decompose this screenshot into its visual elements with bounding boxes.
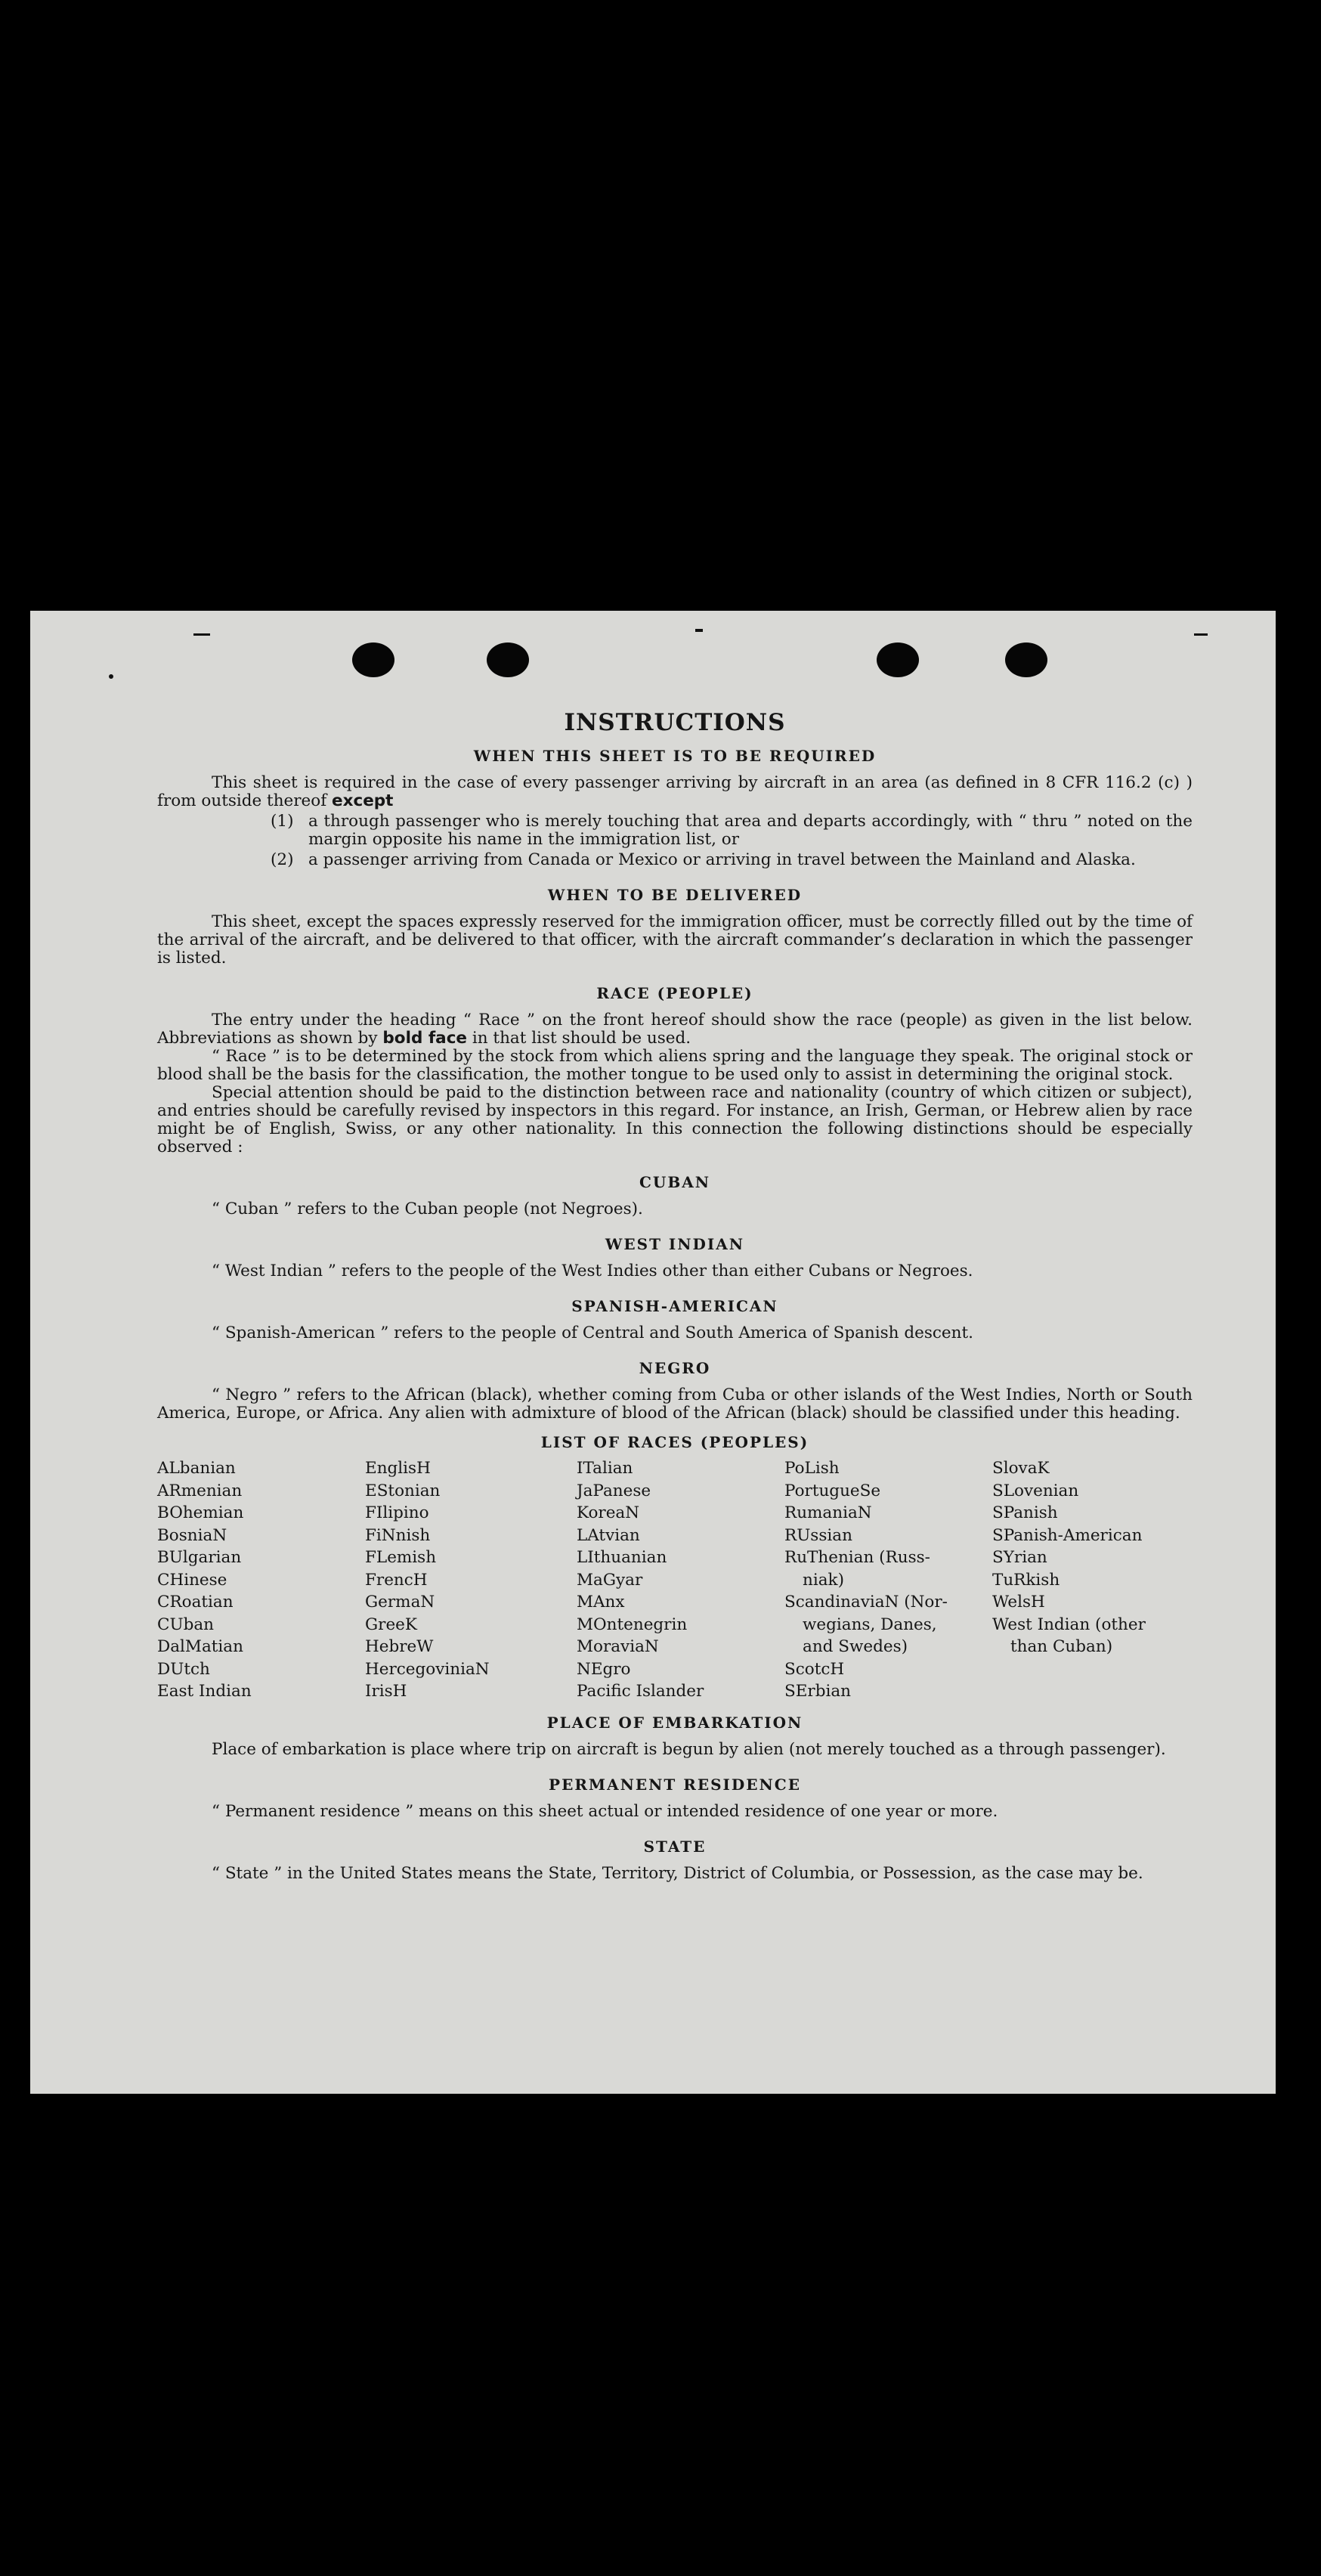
race-entry: GermaN	[365, 1593, 435, 1612]
punch-hole	[487, 642, 529, 677]
race-entry: West Indian (other	[992, 1615, 1146, 1634]
spanish-american-text: “ Spanish-American ” refers to the people of Central and South America of Spanish descent.	[212, 1324, 973, 1342]
races-column	[784, 1457, 992, 1703]
race-paragraph: Special attention should be paid to the distinction between race and nationality (country of which citizen or subject), and entries should be carefully revised by inspectors in this regard. For instance, an Irish, German, or Hebrew alien by race might be of English, Swiss, or any other nationality. In this connection the following distinctions should be especially observed :	[157, 1083, 1193, 1156]
scan-mark	[109, 674, 113, 679]
scan-mark	[193, 633, 210, 636]
required-heading: WHEN THIS SHEET IS TO BE REQUIRED	[473, 747, 877, 765]
race-entry: HebreW	[365, 1637, 434, 1656]
race-heading: RACE (PEOPLE)	[596, 984, 753, 1002]
race-entry: RumaniaN	[784, 1503, 872, 1522]
race-entry: RUssian	[784, 1525, 852, 1545]
cuban-text: “ Cuban ” refers to the Cuban people (not Negroes).	[212, 1200, 643, 1218]
negro-heading: NEGRO	[639, 1359, 711, 1377]
race-paragraph: “ Race ” is to be determined by the stock from which aliens spring and the language they speak. The original stock or blood shall be the basis for the classification, the mother tongue to be used only to assist in determining the original stock.	[157, 1047, 1193, 1084]
race-entry: TuRkish	[992, 1570, 1060, 1590]
race-entry: FiNnish	[365, 1525, 431, 1545]
race-entry: FIlipino	[365, 1503, 429, 1522]
race-entry: RuThenian (Russ-	[784, 1548, 930, 1567]
race-entry: PortugueSe	[784, 1481, 881, 1500]
cuban-heading: CUBAN	[639, 1173, 711, 1191]
race-entry: GreeK	[365, 1615, 417, 1634]
race-entry: ALbanian	[157, 1459, 236, 1478]
race-entry: SlovaK	[992, 1459, 1050, 1478]
spanish-american-heading: SPANISH-AMERICAN	[571, 1297, 778, 1315]
race-entry: ScandinaviaN (Nor-	[784, 1593, 948, 1612]
race-entry: Pacific Islander	[577, 1682, 704, 1701]
document-sheet	[30, 611, 1276, 2094]
race-entry: MOntenegrin	[577, 1615, 688, 1634]
race-entry: SPanish	[992, 1503, 1058, 1522]
race-entry: SYrian	[992, 1548, 1047, 1567]
races-list-heading: LIST OF RACES (PEOPLES)	[540, 1433, 809, 1451]
race-entry: DalMatian	[157, 1637, 243, 1656]
race-entry: East Indian	[157, 1682, 252, 1701]
west-indian-heading: WEST INDIAN	[605, 1235, 745, 1253]
race-entry: JaPanese	[577, 1481, 651, 1500]
race-entry: MAnx	[577, 1593, 625, 1612]
embarkation-text: Place of embarkation is place where trip on aircraft is begun by alien (not merely touched as a through passenger).	[212, 1739, 1166, 1759]
residence-text: “ Permanent residence ” means on this sheet actual or intended residence of one year or more.	[212, 1801, 998, 1821]
race-entry: ARmenian	[157, 1481, 243, 1500]
page-title: INSTRUCTIONS	[564, 709, 786, 736]
race-entry: WelsH	[992, 1593, 1045, 1612]
race-entry: KoreaN	[577, 1503, 640, 1522]
race-entry: ScotcH	[784, 1659, 845, 1679]
race-entry: SPanish-American	[992, 1525, 1143, 1545]
race-entry: LAtvian	[577, 1525, 640, 1545]
scan-mark	[1194, 633, 1208, 636]
race-entry: EStonian	[365, 1481, 441, 1500]
race-entry: SLovenian	[992, 1481, 1079, 1500]
race-entry: IrisH	[365, 1682, 407, 1701]
race-entry: BOhemian	[157, 1503, 244, 1522]
races-list	[157, 1457, 1193, 1703]
embarkation-heading: PLACE OF EMBARKATION	[546, 1713, 803, 1732]
race-entry: niak)	[803, 1570, 844, 1590]
delivered-text: This sheet, except the spaces expressly reserved for the immigration officer, must be correctly filled out by the time of the arrival of the aircraft, and be delivered to that officer, with the aircraft commander’s declaration in which the passenger is listed.	[157, 912, 1193, 968]
exception-item: (2) a passenger arriving from Canada or Mexico or arriving in travel between the Mainland and Alaska.	[271, 850, 1136, 869]
races-column	[157, 1457, 365, 1703]
punch-hole	[1005, 642, 1047, 677]
race-entry: wegians, Danes,	[803, 1615, 937, 1634]
state-text: “ State ” in the United States means the State, Territory, District of Columbia, or Possession, as the case may be.	[212, 1863, 1143, 1883]
race-entry: NEgro	[577, 1659, 631, 1679]
exception-item: (1) a through passenger who is merely touching that area and departs accordingly, with “ thru ” noted on the margin opposite his name in the immigration list, or	[271, 812, 1193, 849]
race-entry: and Swedes)	[803, 1637, 908, 1656]
race-entry: DUtch	[157, 1659, 210, 1679]
race-entry: LIthuanian	[577, 1548, 667, 1567]
race-entry: ITalian	[577, 1459, 633, 1478]
delivered-heading: WHEN TO BE DELIVERED	[547, 886, 803, 904]
race-entry: FLemish	[365, 1548, 437, 1567]
races-column	[365, 1457, 577, 1703]
race-entry: MoraviaN	[577, 1637, 659, 1656]
race-entry: HercegoviniaN	[365, 1659, 490, 1679]
required-intro: This sheet is required in the case of every passenger arriving by aircraft in an area (as defined in 8 CFR 116.2 (c) ) from outside thereof except	[157, 773, 1193, 810]
races-column	[992, 1457, 1193, 1703]
race-entry: CUban	[157, 1615, 214, 1634]
punch-hole	[352, 642, 394, 677]
west-indian-text: “ West Indian ” refers to the people of the West Indies other than either Cubans or Negroes.	[212, 1262, 973, 1280]
punch-hole	[877, 642, 919, 677]
races-column	[577, 1457, 784, 1703]
race-entry: CRoatian	[157, 1593, 234, 1612]
race-entry: PoLish	[784, 1459, 840, 1478]
instructions-body	[157, 709, 1193, 1883]
race-entry: EnglisH	[365, 1459, 431, 1478]
race-entry: CHinese	[157, 1570, 227, 1590]
race-entry: BUlgarian	[157, 1548, 242, 1567]
race-entry: MaGyar	[577, 1570, 643, 1590]
negro-text: “ Negro ” refers to the African (black), whether coming from Cuba or other islands of the West Indies, North or South America, Europe, or Africa. Any alien with admixture of blood of the African (black) should be classified under this heading.	[157, 1386, 1193, 1423]
race-entry: SErbian	[784, 1682, 852, 1701]
state-heading: STATE	[643, 1837, 707, 1856]
scan-mark	[695, 629, 703, 632]
race-entry: BosniaN	[157, 1525, 227, 1545]
residence-heading: PERMANENT RESIDENCE	[549, 1775, 801, 1794]
race-entry: than Cuban)	[1010, 1637, 1113, 1656]
race-paragraph: The entry under the heading “ Race ” on the front hereof should show the race (people) as given in the list below. Abbreviations as shown by bold face in that list should be used.	[157, 1011, 1193, 1048]
race-entry: FrencH	[365, 1570, 428, 1590]
